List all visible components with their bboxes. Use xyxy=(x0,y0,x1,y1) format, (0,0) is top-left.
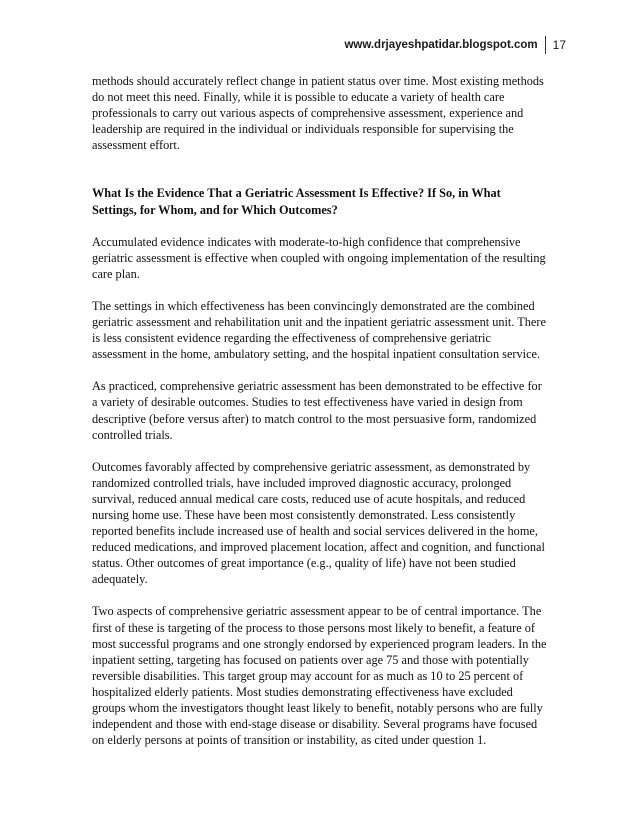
paragraph-outcomes-affected: Outcomes favorably affected by comprehensive geriatric assessment, as demonstrated by randomized controlled trials, have included improved diagnostic accuracy, prolonged survival, reduced annual medical care costs, reduced use of acute hospitals, and reduced nursing home use. These have been most consistently demonstrated. Less consistently reported benefits include increased use of health and social services delivered in the home, reduced medications, and improved placement location, affect and cognition, and functional status. Other outcomes of great importance (e.g., quality of life) have not been studied adequately. xyxy=(92,459,545,587)
paragraph-evidence: Accumulated evidence indicates with moderate-to-high confidence that comprehensive geriatric assessment is effective when coupled with ongoing implementation of the resulting care plan. xyxy=(92,234,546,281)
site-url: www.drjayeshpatidar.blogspot.com xyxy=(344,39,538,51)
page-header xyxy=(344,36,566,54)
page-body xyxy=(92,73,548,748)
page-number: 17 xyxy=(552,38,566,52)
paragraph-intro: methods should accurately reflect change in patient status over time. Most existing methods do not meet this need. Finally, while it is possible to educate a variety of health care professionals to carry out various aspects of comprehensive assessment, experience and leadership are required in the individual or individuals responsible for supervising the assessment effort. xyxy=(92,74,544,153)
section-heading: What Is the Evidence That a Geriatric Assessment Is Effective? If So, in What Settings, for Whom, and for Which Outcomes? xyxy=(92,186,501,217)
paragraph-settings: The settings in which effectiveness has been convincingly demonstrated are the combined geriatric assessment and rehabilitation unit and the inpatient geriatric assessment unit. There is less consistent evidence regarding the effectiveness of comprehensive geriatric assessment in the home, ambulatory setting, and the hospital inpatient consultation service. xyxy=(92,298,546,362)
paragraph-outcomes-design: As practiced, comprehensive geriatric assessment has been demonstrated to be effective for a variety of desirable outcomes. Studies to test effectiveness have varied in design from descriptive (before versus after) to match control to the most persuasive form, randomized controlled trials. xyxy=(92,379,542,442)
paragraph-targeting: Two aspects of comprehensive geriatric assessment appear to be of central importance. The first of these is targeting of the process to those persons most likely to benefit, a feature of most successful programs and one strongly endorsed by experienced program leaders. In the inpatient setting, targeting has focused on patients over age 75 and those with potentially reversible disabilities. This target group may account for as much as 10 to 25 percent of hospitalized elderly patients. Most studies demonstrating effectiveness have excluded groups whom the investigators thought least likely to benefit, notably persons who are fully independent and those with end-stage disease or disability. Several programs have focused on elderly persons at points of transition or instability, as cited under question 1. xyxy=(92,604,547,748)
